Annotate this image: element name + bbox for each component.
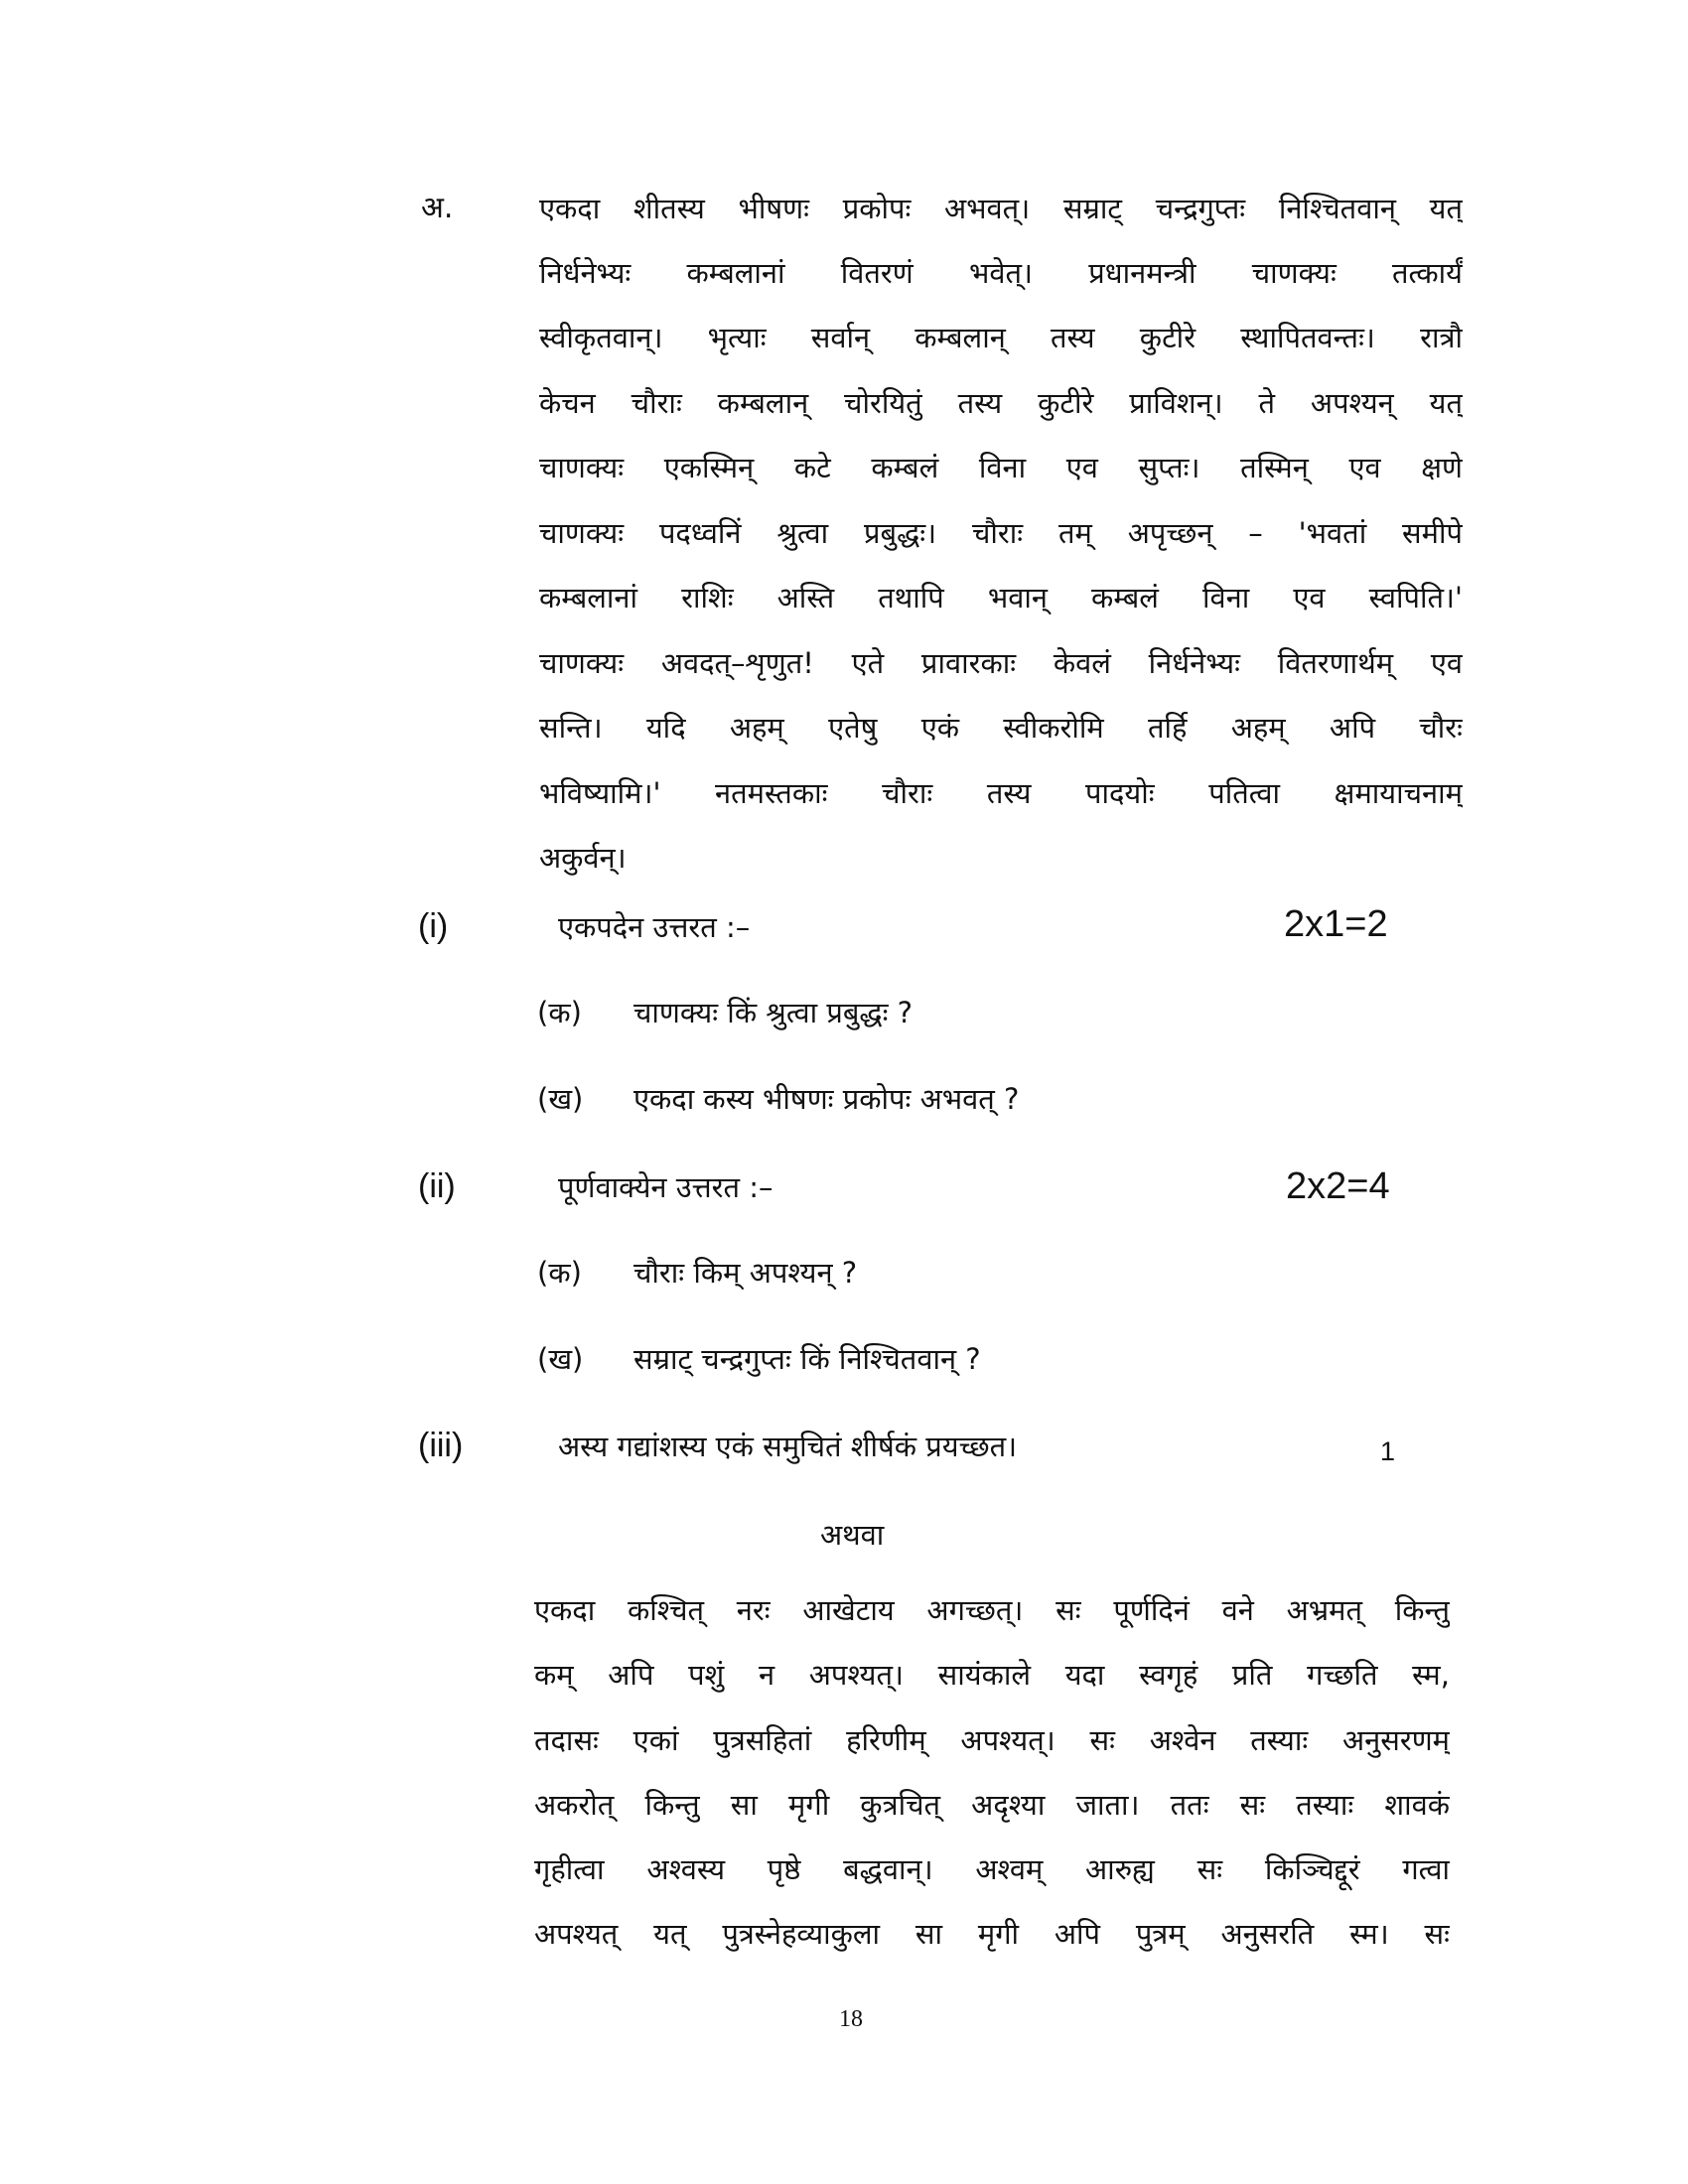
question-instruction: पूर्णवाक्येन उत्तरत :– (558, 1170, 774, 1204)
sub-question-text: सम्राट् चन्द्रगुप्तः किं निश्चितवान् ? (633, 1342, 981, 1376)
passage-a-line: भविष्यामि।' नतमस्तकाः चौराः तस्य पादयोः पतित्वा क्षमायाचनाम् (539, 776, 1463, 810)
question-marks: 1 (1380, 1436, 1396, 1466)
passage-a-line: स्वीकृतवान्। भृत्याः सर्वान् कम्बलान् तस्य कुटीरे स्थापितवन्तः। रात्रौ (539, 321, 1463, 354)
passage-a-line: चाणक्यः एकस्मिन् कटे कम्बलं विना एव सुप्तः। तस्मिन् एव क्षणे (539, 451, 1463, 484)
passage-a-line: निर्धनेभ्यः कम्बलानां वितरणं भवेत्। प्रधानमन्त्री चाणक्यः तत्कार्यं (539, 256, 1463, 290)
passage-a-line: अकुर्वन्। (539, 841, 627, 875)
sub-question-text: चाणक्यः किं श्रुत्वा प्रबुद्धः ? (633, 996, 914, 1029)
passage-a-line: चाणक्यः पदध्वनिं श्रुत्वा प्रबुद्धः। चौराः तम् अपृच्छन् – 'भवतां समीपे (539, 516, 1463, 550)
passage-b-line: अपश्यत् यत् पुत्रस्नेहव्याकुला सा मृगी अपि पुत्रम् अनुसरति स्म। सः (534, 1917, 1450, 1951)
passage-b-line: गृहीत्वा अश्वस्य पृष्ठे बद्धवान्। अश्वम् आरुह्य सः किञ्चिद्दूरं गत्वा (534, 1852, 1450, 1886)
passage-b-line: एकदा कश्चित् नरः आखेटाय अगच्छत्। सः पूर्णदिनं वने अभ्रमत् किन्तु (534, 1593, 1450, 1627)
question-marks: 2x1=2 (1284, 903, 1388, 945)
sub-question-label: (ख) (537, 1342, 584, 1376)
section-marker: अ. (421, 191, 454, 225)
question-instruction: अस्य गद्यांशस्य एकं समुचितं शीर्षकं प्रयच्छत। (558, 1430, 1018, 1463)
passage-a-line: केचन चौराः कम्बलान् चोरयितुं तस्य कुटीरे प्राविशन्। ते अपश्यन् यत् (539, 386, 1463, 420)
question-label: (i) (418, 907, 449, 945)
sub-question-label: (क) (537, 996, 582, 1029)
or-separator: अथवा (820, 1518, 885, 1552)
passage-a-line: कम्बलानां राशिः अस्ति तथापि भवान् कम्बलं विना एव स्वपिति।' (539, 581, 1463, 614)
question-label: (ii) (418, 1167, 456, 1205)
passage-b-line: अकरोत् किन्तु सा मृगी कुत्रचित् अदृश्या जाता। ततः सः तस्याः शावकं (534, 1788, 1450, 1822)
question-marks: 2x2=4 (1286, 1165, 1390, 1207)
sub-question-label: (क) (537, 1256, 582, 1290)
sub-question-text: चौराः किम् अपश्यन् ? (633, 1256, 858, 1290)
page-number: 18 (839, 2006, 863, 2032)
question-instruction: एकपदेन उत्तरत :– (558, 910, 751, 944)
passage-a-line: एकदा शीतस्य भीषणः प्रकोपः अभवत्। सम्राट् चन्द्रगुप्तः निश्चितवान् यत् (539, 192, 1463, 225)
sub-question-text: एकदा कस्य भीषणः प्रकोपः अभवत् ? (633, 1082, 1020, 1116)
passage-b-line: तदासः एकां पुत्रसहितां हरिणीम् अपश्यत्। सः अश्वेन तस्याः अनुसरणम् (534, 1723, 1450, 1757)
passage-a-line: सन्ति। यदि अहम् एतेषु एकं स्वीकरोमि तर्हि अहम् अपि चौरः (539, 711, 1463, 745)
sub-question-label: (ख) (537, 1082, 584, 1116)
question-label: (iii) (418, 1427, 464, 1464)
passage-b-line: कम् अपि पशुं न अपश्यत्। सायंकाले यदा स्वगृहं प्रति गच्छति स्म, (534, 1658, 1450, 1692)
passage-a-line: चाणक्यः अवदत्–शृणुत! एते प्रावारकाः केवलं निर्धनेभ्यः वितरणार्थम् एव (539, 646, 1463, 680)
